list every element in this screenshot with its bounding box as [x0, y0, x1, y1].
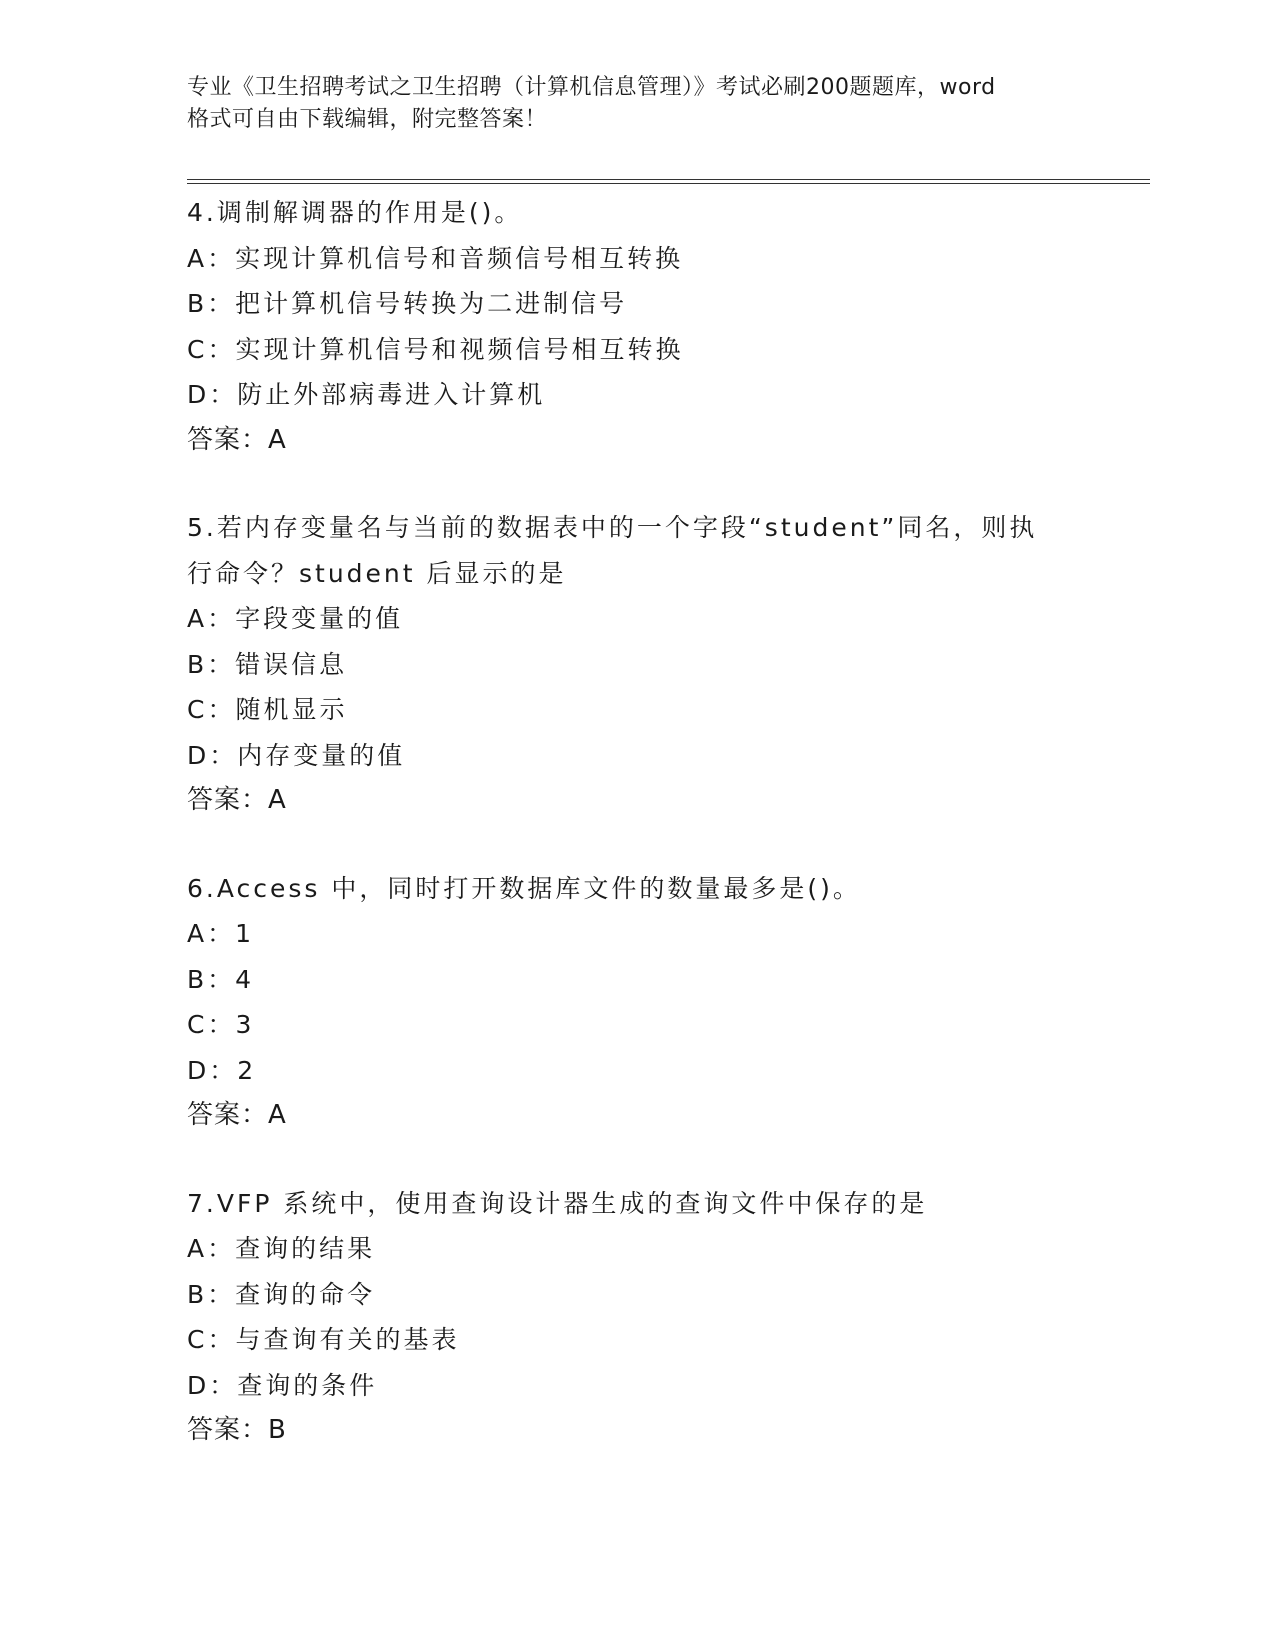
option-b: B：把计算机信号转换为二进制信号	[187, 289, 628, 318]
option-d: D：2	[187, 1055, 257, 1085]
question-stem: 6.Access 中，同时打开数据库文件的数量最多是()。	[187, 873, 861, 903]
option-b: B：查询的命令	[187, 1279, 376, 1309]
option-b: B：错误信息	[187, 649, 348, 679]
header-divider-bottom	[187, 183, 1150, 184]
answer-line: 答案：A	[187, 785, 287, 815]
option-d: D：查询的条件	[187, 1370, 378, 1400]
option-d: D：防止外部病毒进入计算机	[187, 380, 546, 409]
option-b: B：4	[187, 964, 255, 994]
question-list	[187, 190, 1087, 1454]
option-c: C：实现计算机信号和视频信号相互转换	[187, 334, 684, 364]
question-7	[187, 1181, 1087, 1454]
question-5	[187, 505, 1087, 824]
question-stem: 4.调制解调器的作用是()。	[187, 198, 523, 227]
option-d: D：内存变量的值	[187, 740, 406, 770]
option-c: C：3	[187, 1010, 255, 1039]
question-stem: 7.VFP 系统中，使用查询设计器生成的查询文件中保存的是	[187, 1188, 928, 1218]
header-line-1: 专业《卫生招聘考试之卫生招聘（计算机信息管理）》考试必刷200题题库，word	[187, 75, 996, 100]
answer-line: 答案：B	[187, 1415, 287, 1445]
question-stem: 5.若内存变量名与当前的数据表中的一个字段“student”同名，则执	[187, 513, 1038, 542]
option-a: A：1	[187, 919, 255, 948]
answer-line: 答案：A	[187, 1100, 287, 1130]
question-stem-continued: 行命令？student 后显示的是	[187, 558, 567, 588]
option-a: A：实现计算机信号和音频信号相互转换	[187, 243, 684, 273]
document-header	[187, 72, 1087, 136]
option-c: C：随机显示	[187, 695, 348, 724]
question-6	[187, 866, 1087, 1139]
question-4	[187, 190, 1087, 463]
header-line-2: 格式可自由下载编辑，附完整答案！	[187, 107, 548, 132]
option-a: A：查询的结果	[187, 1234, 376, 1263]
answer-line: 答案：A	[187, 424, 287, 455]
option-a: A：字段变量的值	[187, 604, 404, 633]
option-c: C：与查询有关的基表	[187, 1325, 460, 1354]
header-divider-top	[187, 179, 1150, 180]
